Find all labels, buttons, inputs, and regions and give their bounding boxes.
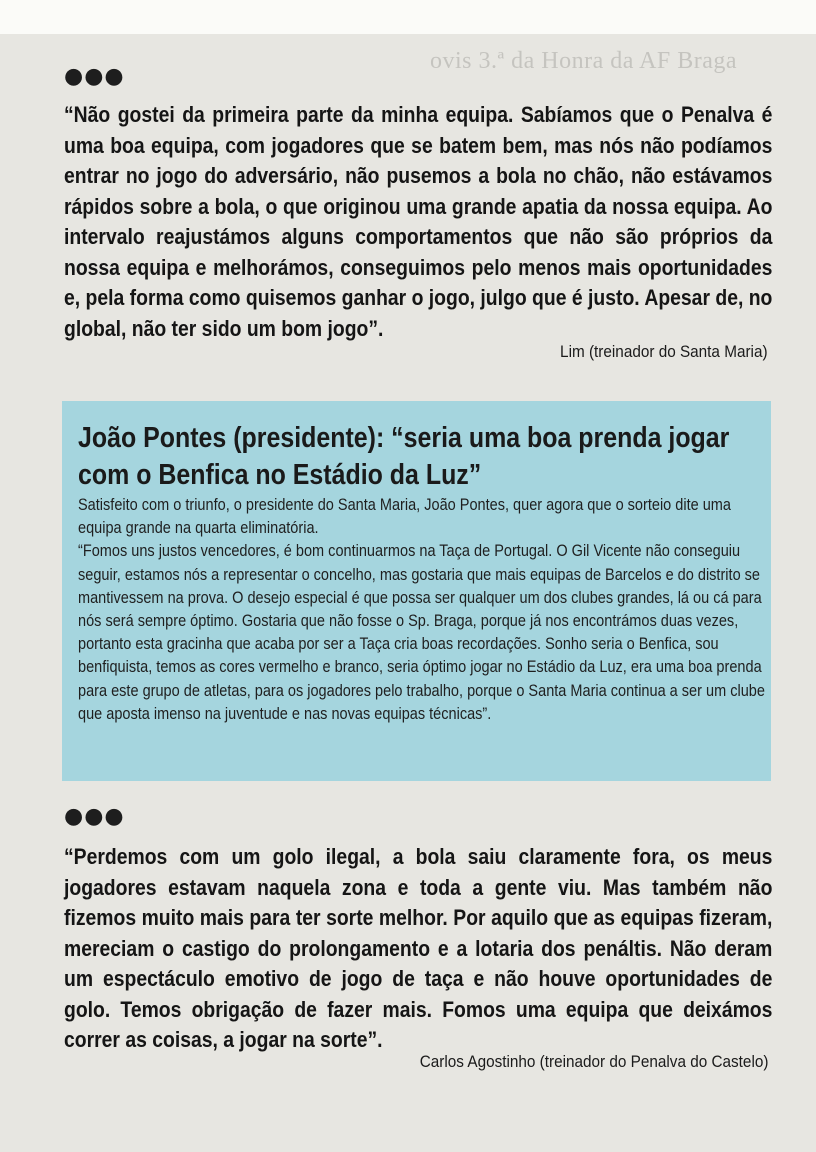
attribution-lim: Lim (treinador do Santa Maria) bbox=[560, 342, 768, 361]
president-box-body bbox=[78, 494, 773, 726]
president-box-intro: Satisfeito com o triunfo, o presidente do Santa Maria, João Pontes, quer agora que o sorteio dite uma equipa grande na quarta eliminatória. bbox=[78, 496, 731, 538]
attribution-agostinho: Carlos Agostinho (treinador do Penalva do Castelo) bbox=[419, 1052, 768, 1071]
scan-margin-top bbox=[0, 0, 816, 34]
quote-lim: “Não gostei da primeira parte da minha equipa. Sabíamos que o Penalva é uma boa equipa, com jogadores que se batem bem, mas nós não podíamos entrar no jogo do adversário, não pusemos a bola no chão, não estávamos rápidos sobre a bola, o que originou uma grande apatia da nossa equipa. Ao intervalo reajustámos alguns comportamentos que não são próprios da nossa equipa e melhorámos, conseguimos pelo menos mais oportunidades e, pela forma como quisemos ganhar o jogo, julgo que é justo. Apesar de, no global, não ter sido um bom jogo”. bbox=[64, 102, 773, 341]
quote-agostinho: “Perdemos com um golo ilegal, a bola saiu claramente fora, os meus jogadores estavam naquela zona e toda a gente viu. Mas também não fizemos muito mais para ter sorte melhor. Por aquilo que as equipas fizeram, mereciam o castigo do prolongamento e a lotaria dos penáltis. Não deram um espectáculo emotivo de jogo de taça e não houve oportunidades de golo. Temos obrigação de fazer mais. Fomos uma equipa que deixámos correr as coisas, a jogar na sorte”. bbox=[64, 844, 773, 1052]
president-box-title: João Pontes (presidente): “seria uma boa prenda jogar com o Benfica no Estádio da Luz” bbox=[78, 422, 730, 491]
bleed-through-header: ovis 3.ª da Honra da AF Braga bbox=[430, 48, 738, 74]
section-bullets-1: ●●● bbox=[64, 64, 125, 89]
section-bullets-2: ●●● bbox=[64, 804, 125, 829]
president-box-quote: “Fomos uns justos vencedores, é bom continuarmos na Taça de Portugal. O Gil Vicente não conseguiu seguir, estamos nós a representar o concelho, mas gostaria que mais equipas de Barcelos e do distrito se mantivessem na prova. O desejo especial é que possa ser qualquer um dos clubes grandes, lá ou cá para nós será sempre óptimo. Gostaria que não fosse o Sp. Braga, porque já nos encontrámos duas vezes, portanto esta gracinha que acaba por ser a Taça cria boas recordações. Sonho seria o Benfica, sou benfiquista, temos as cores vermelho e branco, seria óptimo jogar no Estádio da Luz, era uma boa prenda para este grupo de atletas, para os jogadores pelo trabalho, porque o Santa Maria continua a ser um clube que aposta imenso na juventude e nas novas equipas técnicas”. bbox=[78, 542, 765, 723]
